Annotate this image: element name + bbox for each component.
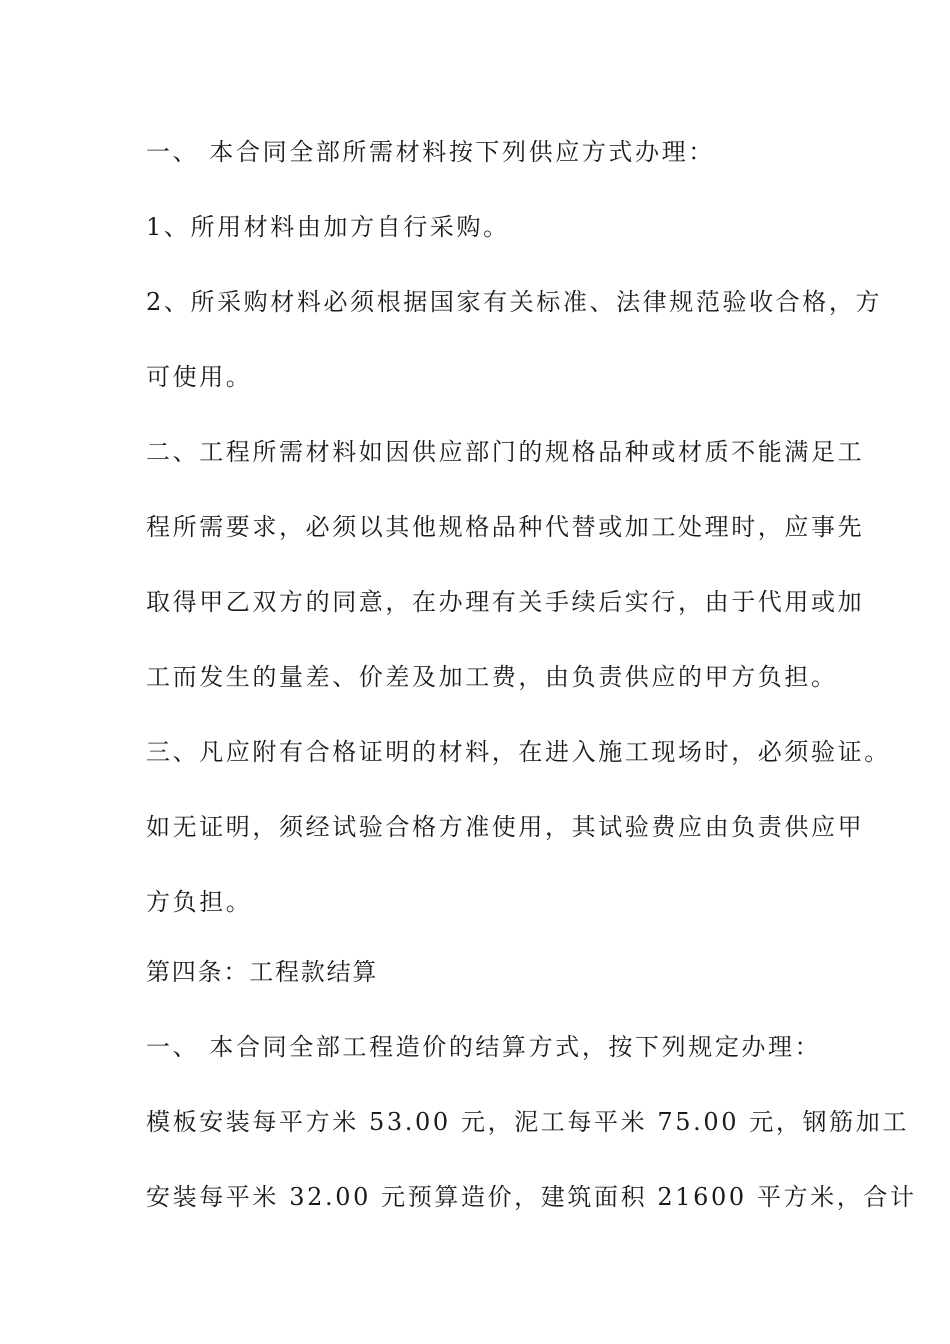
text-line: 二、工程所需材料如因供应部门的规格品种或材质不能满足工 xyxy=(146,438,865,466)
text-line: 如无证明，须经试验合格方准使用，其试验费应由负责供应甲 xyxy=(146,813,865,841)
text-line: 2、所采购材料必须根据国家有关标准、法律规范验收合格，方 xyxy=(146,288,883,316)
text-line: 可使用。 xyxy=(146,363,253,391)
text-line: 方负担。 xyxy=(146,888,253,916)
text-line: 一、 本合同全部所需材料按下列供应方式办理： xyxy=(146,138,715,166)
text-line: 模板安装每平方米 53.00 元，泥工每平米 75.00 元，钢筋加工 xyxy=(146,1108,909,1136)
text-line: 1、所用材料由加方自行采购。 xyxy=(146,213,510,241)
text-line: 三、凡应附有合格证明的材料，在进入施工现场时，必须验证。 xyxy=(146,738,891,766)
text-line: 工而发生的量差、价差及加工费，由负责供应的甲方负担。 xyxy=(146,663,838,691)
text-line: 程所需要求，必须以其他规格品种代替或加工处理时，应事先 xyxy=(146,513,865,541)
section-heading: 第四条：工程款结算 xyxy=(146,958,379,986)
text-line: 一、 本合同全部工程造价的结算方式，按下列规定办理： xyxy=(146,1033,822,1061)
text-line: 取得甲乙双方的同意，在办理有关手续后实行，由于代用或加 xyxy=(146,588,865,616)
text-line: 安装每平米 32.00 元预算造价，建筑面积 21600 平方米，合计 xyxy=(146,1183,917,1211)
